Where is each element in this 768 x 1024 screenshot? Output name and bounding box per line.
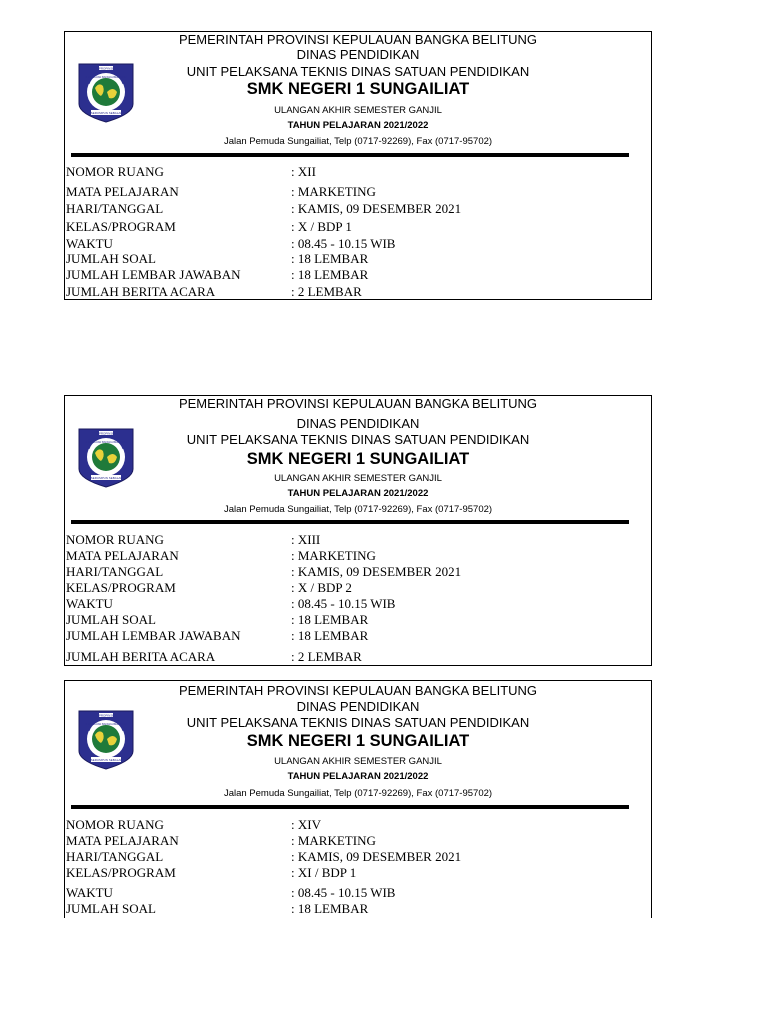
emblem-motto-text: SERUMPUN SEBALAI — [90, 475, 122, 480]
emblem-motto-text: SERUMPUN SEBALAI — [90, 110, 122, 115]
school-address: Jalan Pemuda Sungailiat, Telp (0717-92269), Fax (0717-95702) — [223, 504, 493, 515]
exam-title: ULANGAN AKHIR SEMESTER GANJIL — [274, 105, 442, 116]
emblem-arc-text: KEPULAUAN BANGKA BELITUNG — [85, 441, 127, 444]
header-divider — [71, 805, 629, 809]
school-address: Jalan Pemuda Sungailiat, Telp (0717-92269), Fax (0717-95702) — [223, 788, 493, 799]
emblem-arc-text: KEPULAUAN BANGKA BELITUNG — [85, 76, 127, 79]
header-department: DINAS PENDIDIKAN — [296, 47, 420, 62]
exam-label-card-3: PEMERINTAH PROVINSI KEPULAUAN BANGKA BELITUNG DINAS PENDIDIKAN UNIT PELAKSANA TEKNIS DINAS SATUAN PENDIDIKAN SMK NEGERI 1 SUNGAILIAT ULANGAN AKHIR SEMESTER GANJIL TAHUN PELAJARAN 2021/2022 Jalan Pemuda Sungailiat, Telp (0717-92269), Fax (0717-95702) PROPINSI KEPULAUAN BANGKA BELITUNG SERUMPUN SEBALAI NOMOR RUANG : XIV MATA PELAJARAN : MARKETING HARI/TANGGAL : KAMIS, 09 DESEMBER 2021 KELAS/PROGRAM : XI / BDP 1 WAKTU : 08.45 - 10.15 WIB JUMLAH SOAL : 18 LEMBAR — [64, 680, 652, 918]
header-government: PEMERINTAH PROVINSI KEPULAUAN BANGKA BELITUNG — [178, 396, 538, 411]
province-emblem-icon — [77, 709, 135, 771]
exam-label-card-1: PEMERINTAH PROVINSI KEPULAUAN BANGKA BELITUNG DINAS PENDIDIKAN UNIT PELAKSANA TEKNIS DINAS SATUAN PENDIDIKAN SMK NEGERI 1 SUNGAILIAT ULANGAN AKHIR SEMESTER GANJIL TAHUN PELAJARAN 2021/2022 Jalan Pemuda Sungailiat, Telp (0717-92269), Fax (0717-95702) PROPINSI KEPULAUAN BANGKA BELITUNG SERUMPUN SEBALAI NOMOR RUANG : XII MATA PELAJARAN : MARKETING HARI/TANGGAL : KAMIS, 09 DESEMBER 2021 KELAS/PROGRAM : X / BDP 1 WAKTU : 08.45 - 10.15 WIB JUMLAH SOAL : 18 LEMBAR JUMLAH LEMBAR JAWABAN : 18 LEMBAR JUMLAH BERITA ACARA : 2 LEMBAR — [64, 31, 652, 300]
school-name: SMK NEGERI 1 SUNGAILIAT — [246, 80, 470, 98]
academic-year: TAHUN PELAJARAN 2021/2022 — [287, 771, 429, 782]
emblem-top-text: PROPINSI — [98, 66, 114, 71]
province-emblem-icon — [77, 62, 135, 124]
header-unit: UNIT PELAKSANA TEKNIS DINAS SATUAN PENDIDIKAN — [186, 432, 530, 447]
emblem-top-text: PROPINSI — [98, 713, 114, 718]
emblem-motto-text: SERUMPUN SEBALAI — [90, 757, 122, 762]
header-unit: UNIT PELAKSANA TEKNIS DINAS SATUAN PENDIDIKAN — [186, 64, 530, 79]
exam-title: ULANGAN AKHIR SEMESTER GANJIL — [274, 756, 442, 767]
academic-year: TAHUN PELAJARAN 2021/2022 — [287, 120, 429, 131]
header-divider — [71, 153, 629, 157]
exam-label-card-2: PEMERINTAH PROVINSI KEPULAUAN BANGKA BELITUNG DINAS PENDIDIKAN UNIT PELAKSANA TEKNIS DINAS SATUAN PENDIDIKAN SMK NEGERI 1 SUNGAILIAT ULANGAN AKHIR SEMESTER GANJIL TAHUN PELAJARAN 2021/2022 Jalan Pemuda Sungailiat, Telp (0717-92269), Fax (0717-95702) PROPINSI KEPULAUAN BANGKA BELITUNG SERUMPUN SEBALAI NOMOR RUANG : XIII MATA PELAJARAN : MARKETING HARI/TANGGAL : KAMIS, 09 DESEMBER 2021 KELAS/PROGRAM : X / BDP 2 WAKTU : 08.45 - 10.15 WIB JUMLAH SOAL : 18 LEMBAR JUMLAH LEMBAR JAWABAN : 18 LEMBAR JUMLAH BERITA ACARA : 2 LEMBAR — [64, 395, 652, 666]
emblem-top-text: PROPINSI — [98, 431, 114, 436]
academic-year: TAHUN PELAJARAN 2021/2022 — [287, 488, 429, 499]
header-government: PEMERINTAH PROVINSI KEPULAUAN BANGKA BELITUNG — [178, 683, 538, 698]
school-name: SMK NEGERI 1 SUNGAILIAT — [246, 732, 470, 750]
header-government: PEMERINTAH PROVINSI KEPULAUAN BANGKA BELITUNG — [178, 32, 538, 47]
exam-title: ULANGAN AKHIR SEMESTER GANJIL — [274, 473, 442, 484]
header-divider — [71, 520, 629, 524]
header-unit: UNIT PELAKSANA TEKNIS DINAS SATUAN PENDIDIKAN — [186, 715, 530, 730]
province-emblem-icon — [77, 427, 135, 489]
emblem-arc-text: KEPULAUAN BANGKA BELITUNG — [85, 723, 127, 726]
school-address: Jalan Pemuda Sungailiat, Telp (0717-92269), Fax (0717-95702) — [223, 136, 493, 147]
school-name: SMK NEGERI 1 SUNGAILIAT — [246, 450, 470, 468]
header-department: DINAS PENDIDIKAN — [296, 699, 420, 714]
header-department: DINAS PENDIDIKAN — [296, 416, 420, 431]
